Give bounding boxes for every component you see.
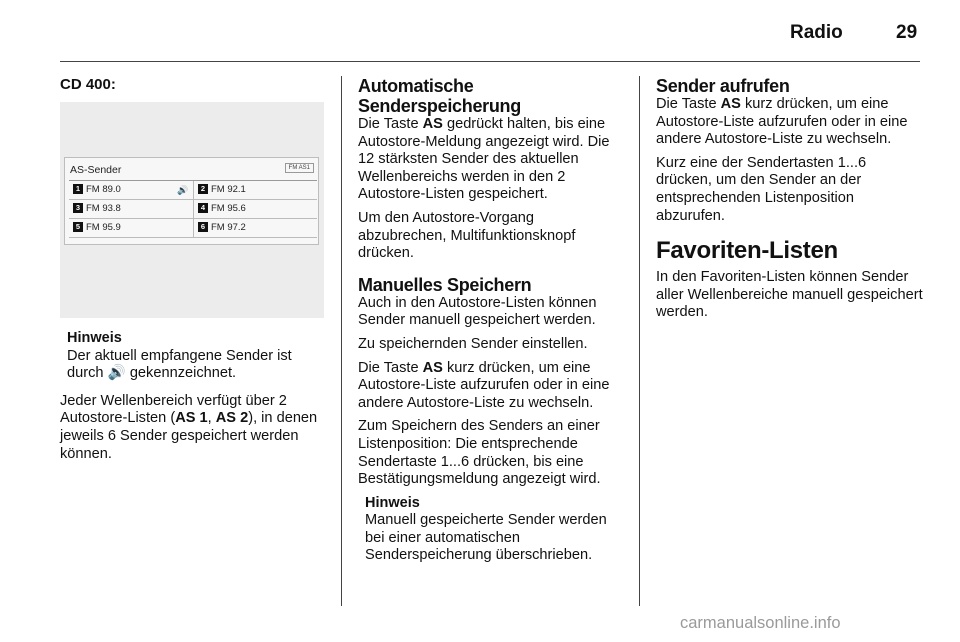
as-sender-panel [64, 157, 319, 245]
text: Jeder Wellenbereich verfügt über 2 Autostore-Listen ( [60, 392, 287, 427]
station-freq: FM 93.8 [86, 203, 121, 214]
watermark: carmanualsonline.info [680, 614, 841, 632]
preset-number: 2 [198, 184, 208, 194]
paragraph: Auch in den Autostore-Listen können Sender manuell gespeichert werden. [358, 294, 597, 329]
column-3 [656, 76, 924, 328]
key-label: AS [422, 359, 443, 376]
section-heading: Sender aufrufen [656, 76, 790, 96]
preset-number: 4 [198, 203, 208, 213]
key-label: AS 2 [215, 410, 249, 427]
station-row [69, 219, 317, 238]
text: kurz drücken, um eine Autostore-Liste aufzurufen oder in eine andere Autostore-Liste zu wechseln. [358, 359, 610, 411]
hint-title: Hinweis [67, 330, 122, 346]
hint-box [365, 495, 624, 565]
station-freq: FM 95.6 [211, 203, 246, 214]
hint-text-b: gekennzeichnet. [129, 365, 237, 382]
hint-text-a: Der aktuell empfangene Sender ist durch [67, 347, 292, 382]
column-2 [358, 76, 624, 565]
paragraph [358, 116, 624, 204]
preset-number: 6 [198, 222, 208, 232]
station-cell [193, 181, 317, 199]
text: Die Taste [358, 359, 423, 376]
hint-text [67, 348, 330, 383]
column-1-text [60, 330, 330, 469]
section-heading: Automatische Senderspeicherung [358, 76, 521, 116]
station-freq: FM 95.9 [86, 222, 121, 233]
paragraph: Zu speichernden Sender einstellen. [358, 335, 588, 352]
station-freq: FM 97.2 [211, 222, 246, 233]
preset-number: 5 [73, 222, 83, 232]
text: Die Taste [656, 96, 721, 112]
station-list [69, 180, 317, 238]
station-row [69, 181, 317, 200]
station-cell [69, 219, 193, 237]
paragraph [358, 360, 624, 413]
text: Die Taste [358, 116, 423, 132]
text: , [207, 410, 216, 427]
paragraph: Kurz eine der Sendertasten 1...6 drücken, um den Sender an der entsprechenden Listenposition abzurufen. [656, 154, 867, 224]
section-heading: Manuelles Speichern [358, 274, 532, 295]
column-divider [341, 76, 342, 606]
hint-box [67, 330, 330, 383]
band-tag: FM AS1 [285, 163, 314, 173]
preset-number: 1 [73, 184, 83, 194]
station-cell [69, 200, 193, 218]
paragraph: Zum Speichern des Senders an einer Listenposition: Die entsprechende Sendertaste 1...6 drücken, bis eine Bestätigungsmeldung angezeigt wird. [358, 418, 601, 488]
radio-screen-image [60, 102, 324, 318]
station-row [69, 200, 317, 219]
station-freq: FM 92.1 [211, 184, 246, 195]
station-cell [193, 219, 317, 237]
station-freq: FM 89.0 [86, 184, 121, 195]
page-title: Radio [790, 22, 843, 43]
paragraph [60, 393, 330, 463]
text: kurz drücken, um eine Autostore-Liste aufzurufen oder in eine andere Autostore-Liste zu wechseln. [656, 96, 908, 148]
column-1 [60, 76, 330, 94]
key-label: AS [422, 116, 443, 132]
device-label: CD 400: [60, 76, 116, 93]
paragraph: Um den Autostore-Vorgang abzubrechen, Multifunktionsknopf drücken. [358, 209, 576, 262]
text: ), in denen jeweils 6 Sender gespeichert werden können. [60, 410, 318, 462]
paragraph [656, 96, 924, 149]
column-divider [639, 76, 640, 606]
paragraph: In den Favoriten-Listen können Sender aller Wellenbereiche manuell gespeichert werden. [656, 269, 923, 321]
station-cell [69, 181, 193, 199]
preset-number: 3 [73, 203, 83, 213]
header-divider [60, 61, 920, 62]
speaker-icon: 🔊 [107, 365, 126, 382]
chapter-heading: Favoriten-Listen [656, 237, 838, 265]
key-label: AS 1 [175, 410, 208, 427]
hint-text: Manuell gespeicherte Sender werden bei einer automatischen Senderspeicherung überschrieben. [365, 512, 607, 564]
key-label: AS [720, 96, 741, 112]
speaker-icon: 🔊 [177, 185, 189, 195]
text: gedrückt halten, bis eine Autostore-Meldung angezeigt wird. Die 12 stärksten Sender des aktuellen Wellenbereichs werden in den 2 Autostore-Listen gespeichert. [358, 116, 610, 203]
station-cell [193, 200, 317, 218]
hint-title: Hinweis [365, 494, 420, 511]
panel-title: AS-Sender [70, 164, 122, 176]
page-number: 29 [896, 22, 918, 43]
